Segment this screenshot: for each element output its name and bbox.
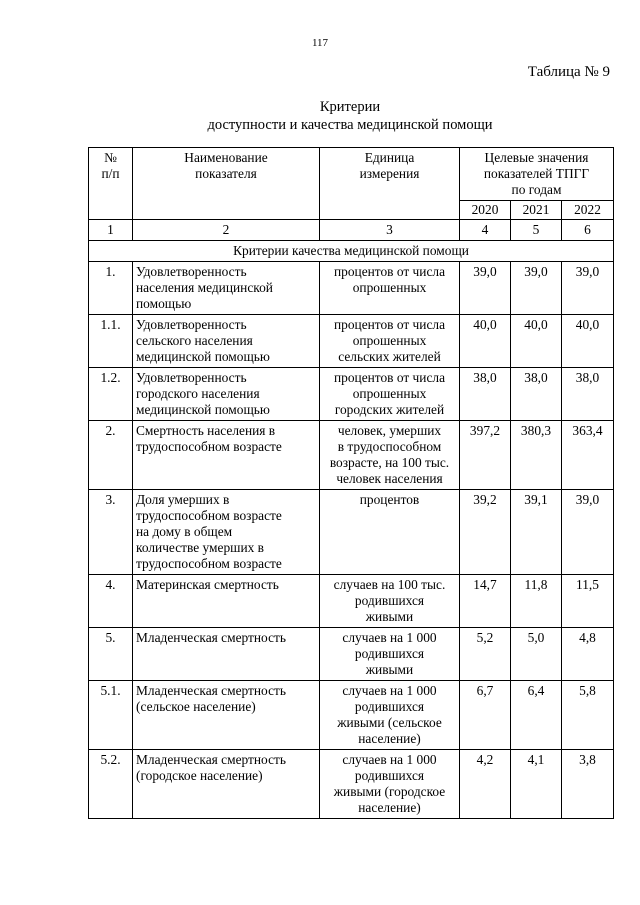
target-value: 380,3 (511, 421, 562, 490)
header-year: 2020 (460, 201, 511, 220)
unit (320, 628, 460, 681)
document-title (0, 98, 640, 134)
title-line-1: Критерии (319, 99, 381, 115)
target-value: 39,1 (511, 490, 562, 575)
table-caption: Таблица № 9 (527, 64, 610, 80)
header-row (89, 148, 614, 201)
cell-line: население) (358, 731, 421, 746)
cell-line: процентов (359, 492, 420, 507)
cell-line: в трудоспособном (337, 439, 442, 454)
indicator-name (133, 750, 320, 819)
target-value: 4,1 (511, 750, 562, 819)
target-value: 11,8 (511, 575, 562, 628)
cell-line: городского населения (136, 386, 260, 401)
cell-line: процентов от числа (333, 370, 446, 385)
cell-line: живыми (сельское (337, 715, 442, 730)
indicator-name (133, 681, 320, 750)
table-row (89, 750, 614, 819)
cell-line: возрасте, на 100 тыс. (329, 455, 450, 470)
indicator-name (133, 575, 320, 628)
cell-line: процентов от числа (333, 317, 446, 332)
cell-line: Младенческая смертность (136, 752, 286, 767)
unit (320, 575, 460, 628)
criteria-table (88, 147, 614, 819)
table-row (89, 262, 614, 315)
cell-line: процентов от числа (333, 264, 446, 279)
cell-line: помощью (136, 296, 192, 311)
cell-line: случаев на 1 000 (342, 630, 437, 645)
header-target (460, 148, 614, 201)
cell-line: опрошенных (352, 386, 427, 401)
cell-line: родившихся (354, 768, 425, 783)
title-line-2: доступности и качества медицинской помощи (207, 117, 493, 133)
header-text: № (104, 150, 117, 165)
cell-line: Младенческая смертность (136, 683, 286, 698)
row-number: 2. (89, 421, 133, 490)
cell-line: Удовлетворенность (136, 370, 247, 385)
row-number: 5.2. (89, 750, 133, 819)
column-number: 2 (133, 220, 320, 241)
indicator-name (133, 628, 320, 681)
target-value: 39,0 (562, 262, 614, 315)
table-row (89, 628, 614, 681)
target-value: 40,0 (460, 315, 511, 368)
cell-line: Младенческая смертность (136, 630, 286, 645)
row-number: 4. (89, 575, 133, 628)
indicator-name (133, 315, 320, 368)
cell-line: Материнская смертность (136, 577, 279, 592)
unit (320, 368, 460, 421)
cell-line: родившихся (354, 699, 425, 714)
column-number: 6 (562, 220, 614, 241)
target-value: 39,2 (460, 490, 511, 575)
header-unit (320, 148, 460, 220)
cell-line: трудоспособном возрасте (136, 439, 282, 454)
cell-line: (сельское население) (136, 699, 256, 714)
cell-line: городских жителей (334, 402, 445, 417)
cell-line: Доля умерших в (136, 492, 230, 507)
target-value: 11,5 (562, 575, 614, 628)
target-value: 38,0 (511, 368, 562, 421)
header-name (133, 148, 320, 220)
cell-line: количестве умерших в (136, 540, 265, 555)
row-number: 1.1. (89, 315, 133, 368)
row-number: 5. (89, 628, 133, 681)
cell-line: живыми (365, 662, 414, 677)
target-value: 14,7 (460, 575, 511, 628)
header-text: показателя (195, 166, 257, 181)
table-row (89, 490, 614, 575)
target-value: 6,7 (460, 681, 511, 750)
target-value: 397,2 (460, 421, 511, 490)
cell-line: человек населения (336, 471, 443, 486)
cell-line: Удовлетворенность (136, 317, 247, 332)
cell-line: на дому в общем (136, 524, 233, 539)
cell-line: родившихся (354, 593, 425, 608)
target-value: 38,0 (460, 368, 511, 421)
table-row (89, 315, 614, 368)
row-number: 5.1. (89, 681, 133, 750)
unit (320, 421, 460, 490)
target-value: 38,0 (562, 368, 614, 421)
target-value: 5,0 (511, 628, 562, 681)
table-row (89, 575, 614, 628)
column-number: 4 (460, 220, 511, 241)
header-year: 2022 (562, 201, 614, 220)
header-text: Целевые значения (484, 150, 589, 165)
table-row (89, 368, 614, 421)
row-number: 1. (89, 262, 133, 315)
cell-line: случаев на 1 000 (342, 752, 437, 767)
header-text: п/п (101, 166, 120, 181)
unit (320, 262, 460, 315)
row-number: 3. (89, 490, 133, 575)
cell-line: трудоспособном возрасте (136, 508, 282, 523)
table-row (89, 681, 614, 750)
cell-line: опрошенных (352, 333, 427, 348)
unit (320, 315, 460, 368)
target-value: 6,4 (511, 681, 562, 750)
cell-line: родившихся (354, 646, 425, 661)
target-value: 3,8 (562, 750, 614, 819)
unit (320, 750, 460, 819)
cell-line: населения медицинской (136, 280, 273, 295)
target-value: 39,0 (511, 262, 562, 315)
target-value: 5,8 (562, 681, 614, 750)
cell-line: Смертность населения в (136, 423, 276, 438)
target-value: 363,4 (562, 421, 614, 490)
criteria-table-body (89, 148, 614, 819)
cell-line: человек, умерших (337, 423, 442, 438)
column-number: 1 (89, 220, 133, 241)
page-number: 117 (311, 37, 329, 49)
unit (320, 490, 460, 575)
cell-line: опрошенных (352, 280, 427, 295)
cell-line: живыми (городское (333, 784, 446, 799)
target-value: 5,2 (460, 628, 511, 681)
header-text: Наименование (184, 150, 268, 165)
unit (320, 681, 460, 750)
header-text: показателей ТПГГ (483, 166, 590, 181)
section-title: Критерии качества медицинской помощи (89, 241, 614, 262)
cell-line: медицинской помощью (136, 402, 270, 417)
target-value: 4,8 (562, 628, 614, 681)
row-number: 1.2. (89, 368, 133, 421)
target-value: 39,0 (562, 490, 614, 575)
cell-line: случаев на 1 000 (342, 683, 437, 698)
section-row (89, 241, 614, 262)
indicator-name (133, 368, 320, 421)
cell-line: живыми (365, 609, 414, 624)
target-value: 40,0 (562, 315, 614, 368)
cell-line: трудоспособном возрасте (136, 556, 282, 571)
cell-line: медицинской помощью (136, 349, 270, 364)
target-value: 39,0 (460, 262, 511, 315)
cell-line: Удовлетворенность (136, 264, 247, 279)
indicator-name (133, 421, 320, 490)
cell-line: случаев на 100 тыс. (333, 577, 446, 592)
target-value: 4,2 (460, 750, 511, 819)
cell-line: население) (358, 800, 421, 815)
cell-line: сельского населения (136, 333, 253, 348)
header-year: 2021 (511, 201, 562, 220)
header-text: измерения (359, 166, 420, 181)
header-num (89, 148, 133, 220)
column-number: 5 (511, 220, 562, 241)
column-number-row (89, 220, 614, 241)
indicator-name (133, 490, 320, 575)
target-value: 40,0 (511, 315, 562, 368)
header-text: по годам (511, 182, 562, 197)
table-row (89, 421, 614, 490)
cell-line: (городское население) (136, 768, 263, 783)
indicator-name (133, 262, 320, 315)
cell-line: сельских жителей (338, 349, 441, 364)
column-number: 3 (320, 220, 460, 241)
header-text: Единица (364, 150, 415, 165)
